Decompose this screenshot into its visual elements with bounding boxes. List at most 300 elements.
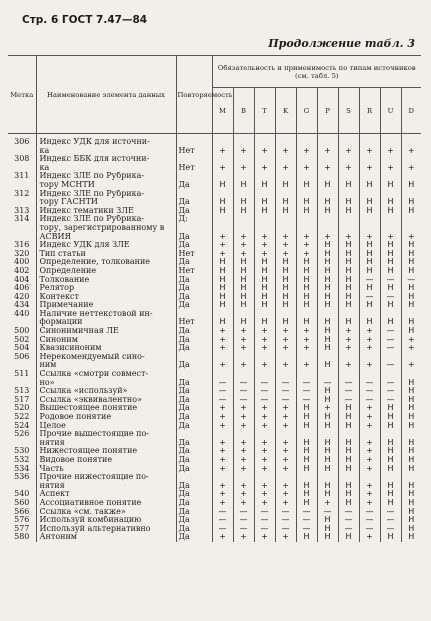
row-symbol: +: [359, 327, 380, 336]
row-symbol: +: [212, 465, 233, 474]
row-repeat: [176, 155, 212, 164]
row-symbol: Н: [275, 181, 296, 190]
row-symbol: [275, 138, 296, 147]
row-code: 316: [8, 241, 36, 250]
row-repeat: Да: [176, 258, 212, 267]
col-header-group: Обязательность и применимость по типам источников (см. табл. 5): [212, 56, 421, 88]
row-code: 526: [8, 430, 36, 439]
row-symbol: Н: [380, 258, 401, 267]
row-name: Определение: [36, 267, 176, 276]
row-symbol: [233, 370, 254, 379]
row-symbol: +: [359, 439, 380, 448]
row-name: Ассоциативное понятие: [36, 499, 176, 508]
row-symbol: Н: [338, 533, 359, 542]
row-name: ка: [36, 147, 176, 156]
row-symbol: —: [212, 396, 233, 405]
row-symbol: Н: [359, 198, 380, 207]
table-row: [8, 404, 421, 413]
row-symbol: [380, 172, 401, 181]
row-repeat: [176, 473, 212, 482]
table-row: [8, 327, 421, 336]
row-symbol: —: [380, 396, 401, 405]
row-repeat: Да: [176, 361, 212, 370]
row-name: Индекс УДК для ЗЛЕ: [36, 241, 176, 250]
row-symbol: [338, 430, 359, 439]
row-symbol: +: [296, 241, 317, 250]
row-symbol: Н: [317, 181, 338, 190]
row-symbol: +: [254, 482, 275, 491]
row-name: Индекс УДК для источни-: [36, 138, 176, 147]
row-symbol: +: [359, 413, 380, 422]
row-symbol: Н: [233, 293, 254, 302]
row-symbol: —: [359, 508, 380, 517]
row-symbol: Н: [296, 181, 317, 190]
row-symbol: +: [296, 361, 317, 370]
row-symbol: Н: [296, 533, 317, 542]
row-symbol: [359, 430, 380, 439]
row-symbol: [233, 310, 254, 319]
row-symbol: Н: [338, 447, 359, 456]
row-symbol: Н: [408, 258, 415, 267]
row-symbol: Н: [254, 276, 275, 285]
row-symbol: Н: [212, 276, 233, 285]
row-symbol: Н: [408, 180, 415, 189]
col-header-type: K: [275, 88, 296, 134]
row-symbol: Н: [380, 533, 401, 542]
row-symbol: —: [359, 396, 380, 405]
row-symbol: +: [233, 490, 254, 499]
row-name: Наличие неттекстовой ин-: [36, 310, 176, 319]
row-symbol: [380, 370, 401, 379]
table-row: [8, 147, 421, 156]
table-row: [8, 336, 421, 345]
row-symbol: Н: [380, 404, 401, 413]
row-symbol: Н: [317, 258, 338, 267]
row-symbol: Н: [380, 422, 401, 431]
row-symbol: Н: [317, 267, 338, 276]
col-header-type: D: [401, 88, 421, 134]
row-symbol: —: [359, 276, 380, 285]
row-symbol: +: [359, 147, 380, 156]
row-name: Ссылка «используй»: [36, 387, 176, 396]
row-code: 306: [8, 138, 36, 147]
row-symbol: [254, 215, 275, 224]
row-symbol: —: [296, 379, 317, 388]
row-name: Определение, толкование: [36, 258, 176, 267]
table-row: [8, 293, 421, 302]
row-symbol: —: [212, 379, 233, 388]
table-row: [8, 181, 421, 190]
row-symbol: Н: [275, 284, 296, 293]
row-symbol: [338, 473, 359, 482]
table-row: [8, 224, 421, 233]
row-symbol: Н: [275, 293, 296, 302]
row-name: Квазисиноним: [36, 344, 176, 353]
row-symbol: +: [233, 447, 254, 456]
row-symbol: —: [233, 516, 254, 525]
row-symbol: —: [233, 525, 254, 534]
row-symbol: —: [296, 387, 317, 396]
row-symbol: +: [254, 490, 275, 499]
row-symbol: Н: [408, 327, 415, 336]
row-symbol: Н: [338, 456, 359, 465]
row-symbol: +: [359, 344, 380, 353]
row-symbol: [359, 224, 380, 233]
row-symbol: +: [212, 344, 233, 353]
row-symbol: +: [275, 413, 296, 422]
row-symbol: [254, 353, 275, 362]
row-code: [8, 439, 36, 448]
row-symbol: Н: [338, 284, 359, 293]
row-symbol: +: [317, 404, 338, 413]
row-code: [8, 482, 36, 491]
row-symbol: +: [233, 233, 254, 242]
row-symbol: [380, 190, 401, 199]
row-symbol: +: [407, 344, 415, 353]
row-name: Аспект: [36, 490, 176, 499]
row-code: 540: [8, 490, 36, 499]
row-symbol: +: [275, 344, 296, 353]
table-row: [8, 361, 421, 370]
row-symbol: Н: [359, 241, 380, 250]
row-symbol: Н: [338, 198, 359, 207]
row-symbol: +: [359, 447, 380, 456]
row-symbol: [275, 190, 296, 199]
row-code: 320: [8, 250, 36, 259]
row-symbol: [317, 215, 338, 224]
row-symbol: +: [317, 164, 338, 173]
row-name: Синоним: [36, 336, 176, 345]
table-row: [8, 353, 421, 362]
row-symbol: +: [212, 233, 233, 242]
row-name: тору, зарегистрированному в: [36, 224, 176, 233]
table-row: [8, 138, 421, 147]
row-symbol: [254, 310, 275, 319]
row-symbol: Н: [275, 267, 296, 276]
row-code: [8, 318, 36, 327]
row-symbol: Н: [254, 198, 275, 207]
row-symbol: +: [254, 164, 275, 173]
table-row: [8, 508, 421, 517]
row-symbol: [212, 370, 233, 379]
row-symbol: Н: [317, 241, 338, 250]
row-symbol: [359, 155, 380, 164]
row-symbol: —: [275, 379, 296, 388]
row-symbol: Н: [317, 413, 338, 422]
page-header: Стр. 6 ГОСТ 7.47—84: [22, 14, 148, 26]
row-symbol: [401, 310, 421, 319]
table-row: [8, 344, 421, 353]
row-symbol: +: [212, 456, 233, 465]
row-symbol: [359, 473, 380, 482]
row-name: но»: [36, 379, 176, 388]
row-symbol: Н: [338, 422, 359, 431]
row-symbol: Н: [296, 482, 317, 491]
row-symbol: Н: [380, 490, 401, 499]
row-symbol: +: [212, 422, 233, 431]
row-symbol: Н: [338, 404, 359, 413]
table-row: [8, 155, 421, 164]
row-symbol: +: [359, 404, 380, 413]
row-name: тору МСНТИ: [36, 181, 176, 190]
row-symbol: +: [275, 361, 296, 370]
row-symbol: [401, 155, 421, 164]
table-row: [8, 370, 421, 379]
row-symbol: —: [359, 516, 380, 525]
row-symbol: Н: [317, 396, 338, 405]
table-row: [8, 301, 421, 310]
row-symbol: —: [338, 396, 359, 405]
row-symbol: [401, 370, 421, 379]
row-symbol: [317, 310, 338, 319]
row-symbol: Н: [317, 318, 338, 327]
row-symbol: Н: [338, 465, 359, 474]
row-symbol: Н: [317, 327, 338, 336]
row-symbol: +: [254, 456, 275, 465]
col-header-code: Метка: [8, 56, 36, 134]
row-symbol: Н: [296, 422, 317, 431]
row-symbol: Н: [212, 267, 233, 276]
row-symbol: [233, 190, 254, 199]
row-symbol: [254, 138, 275, 147]
row-symbol: [233, 473, 254, 482]
row-symbol: Н: [212, 301, 233, 310]
col-header-name: Наименование элемента данных: [36, 56, 176, 134]
row-repeat: Да: [176, 379, 212, 388]
row-symbol: Н: [408, 447, 415, 456]
row-symbol: Н: [254, 318, 275, 327]
table-row: [8, 379, 421, 388]
row-symbol: [401, 224, 421, 233]
row-symbol: +: [275, 490, 296, 499]
row-code: 313: [8, 207, 36, 216]
row-repeat: Да: [176, 284, 212, 293]
row-symbol: +: [317, 147, 338, 156]
row-symbol: [275, 473, 296, 482]
row-symbol: +: [233, 533, 254, 542]
row-symbol: Н: [254, 267, 275, 276]
row-symbol: Н: [317, 525, 338, 534]
row-symbol: +: [275, 465, 296, 474]
row-symbol: —: [254, 379, 275, 388]
row-repeat: Да: [176, 233, 212, 242]
row-code: 532: [8, 456, 36, 465]
row-symbol: Н: [408, 318, 415, 327]
row-symbol: Н: [296, 439, 317, 448]
row-code: 500: [8, 327, 36, 336]
row-symbol: Н: [296, 465, 317, 474]
table-row: [8, 499, 421, 508]
row-symbol: +: [275, 241, 296, 250]
row-symbol: +: [275, 482, 296, 491]
table-row: [8, 258, 421, 267]
row-symbol: [275, 172, 296, 181]
row-symbol: +: [212, 164, 233, 173]
row-code: [8, 233, 36, 242]
row-symbol: Н: [380, 241, 401, 250]
table-row: [8, 310, 421, 319]
row-repeat: [176, 172, 212, 181]
col-header-type: P: [317, 88, 338, 134]
row-code: 440: [8, 310, 36, 319]
row-symbol: Н: [296, 267, 317, 276]
row-symbol: Н: [380, 250, 401, 259]
row-symbol: +: [380, 164, 401, 173]
row-symbol: +: [359, 490, 380, 499]
table-row: [8, 164, 421, 173]
row-symbol: [296, 473, 317, 482]
row-code: 504: [8, 344, 36, 353]
row-symbol: Н: [408, 533, 415, 542]
row-symbol: +: [359, 465, 380, 474]
row-symbol: —: [212, 387, 233, 396]
row-symbol: [275, 310, 296, 319]
row-symbol: +: [254, 465, 275, 474]
row-symbol: [233, 172, 254, 181]
col-header-type: R: [359, 88, 380, 134]
row-symbol: [233, 215, 254, 224]
row-symbol: —: [380, 387, 401, 396]
row-name: Примечание: [36, 301, 176, 310]
row-symbol: [338, 224, 359, 233]
row-symbol: [275, 155, 296, 164]
row-symbol: —: [254, 516, 275, 525]
row-symbol: Н: [408, 301, 415, 310]
row-symbol: Н: [408, 198, 415, 207]
row-symbol: [380, 430, 401, 439]
row-symbol: Н: [317, 301, 338, 310]
row-repeat: Да: [176, 181, 212, 190]
row-symbol: +: [338, 327, 359, 336]
row-symbol: +: [254, 439, 275, 448]
row-repeat: Да: [176, 327, 212, 336]
row-symbol: Н: [338, 207, 359, 216]
row-symbol: +: [338, 336, 359, 345]
row-symbol: [212, 190, 233, 199]
row-symbol: +: [212, 490, 233, 499]
row-symbol: —: [380, 336, 401, 345]
row-symbol: +: [275, 327, 296, 336]
row-name: Целое: [36, 422, 176, 431]
row-symbol: +: [254, 447, 275, 456]
row-symbol: Н: [317, 456, 338, 465]
row-symbol: Н: [317, 293, 338, 302]
row-symbol: Н: [408, 206, 415, 215]
row-symbol: [275, 430, 296, 439]
row-symbol: —: [407, 275, 416, 284]
row-symbol: [296, 353, 317, 362]
row-name: Прочие вышестоящие по-: [36, 430, 176, 439]
row-symbol: Н: [233, 198, 254, 207]
row-symbol: Н: [380, 482, 401, 491]
row-repeat: Да: [176, 465, 212, 474]
row-symbol: +: [296, 164, 317, 173]
row-symbol: —: [296, 516, 317, 525]
row-code: 308: [8, 155, 36, 164]
row-symbol: Н: [317, 465, 338, 474]
row-symbol: [296, 190, 317, 199]
row-symbol: +: [212, 447, 233, 456]
row-symbol: Н: [254, 181, 275, 190]
row-name: Индекс ЗЛЕ по Рубрика-: [36, 190, 176, 199]
row-symbol: [275, 370, 296, 379]
row-symbol: Н: [338, 250, 359, 259]
row-symbol: Н: [408, 292, 415, 301]
row-symbol: [212, 215, 233, 224]
row-symbol: +: [275, 439, 296, 448]
row-symbol: +: [212, 336, 233, 345]
row-symbol: Н: [212, 258, 233, 267]
row-symbol: Н: [233, 276, 254, 285]
row-code: 311: [8, 172, 36, 181]
row-symbol: Н: [380, 267, 401, 276]
row-name: Часть: [36, 465, 176, 474]
row-repeat: Да: [176, 413, 212, 422]
row-symbol: [233, 138, 254, 147]
row-repeat: Да: [176, 439, 212, 448]
row-symbol: [254, 370, 275, 379]
row-symbol: +: [359, 336, 380, 345]
row-symbol: Н: [317, 207, 338, 216]
row-symbol: —: [254, 387, 275, 396]
row-name: Синонимичная ЛЕ: [36, 327, 176, 336]
row-symbol: Н: [317, 533, 338, 542]
row-code: 506: [8, 353, 36, 362]
row-name: Индекс тематики ЗЛЕ: [36, 207, 176, 216]
row-symbol: Н: [408, 455, 415, 464]
row-symbol: +: [212, 413, 233, 422]
table-row: [8, 525, 421, 534]
row-symbol: +: [233, 499, 254, 508]
row-symbol: Н: [408, 249, 415, 258]
table-row: [8, 482, 421, 491]
row-code: 513: [8, 387, 36, 396]
row-symbol: +: [275, 422, 296, 431]
row-symbol: +: [338, 164, 359, 173]
row-symbol: [359, 138, 380, 147]
row-symbol: Н: [233, 301, 254, 310]
row-repeat: Да: [176, 490, 212, 499]
row-symbol: Н: [380, 465, 401, 474]
row-symbol: —: [233, 387, 254, 396]
row-symbol: Н: [338, 413, 359, 422]
table-row: [8, 439, 421, 448]
row-symbol: [212, 430, 233, 439]
row-symbol: Н: [408, 438, 415, 447]
table-row: [8, 318, 421, 327]
row-name: формации: [36, 318, 176, 327]
row-symbol: Н: [359, 207, 380, 216]
table-row: [8, 267, 421, 276]
row-symbol: —: [380, 344, 401, 353]
row-symbol: [254, 224, 275, 233]
row-symbol: [401, 215, 421, 224]
row-symbol: +: [254, 413, 275, 422]
row-code: 502: [8, 336, 36, 345]
row-repeat: Да: [176, 276, 212, 285]
row-symbol: Н: [233, 181, 254, 190]
row-symbol: +: [359, 361, 380, 370]
row-symbol: Н: [296, 276, 317, 285]
row-symbol: [380, 310, 401, 319]
row-symbol: Н: [212, 318, 233, 327]
row-code: 517: [8, 396, 36, 405]
table-row: [8, 172, 421, 181]
row-symbol: —: [296, 525, 317, 534]
row-symbol: +: [407, 163, 415, 172]
row-name: ним: [36, 361, 176, 370]
row-repeat: Да: [176, 525, 212, 534]
